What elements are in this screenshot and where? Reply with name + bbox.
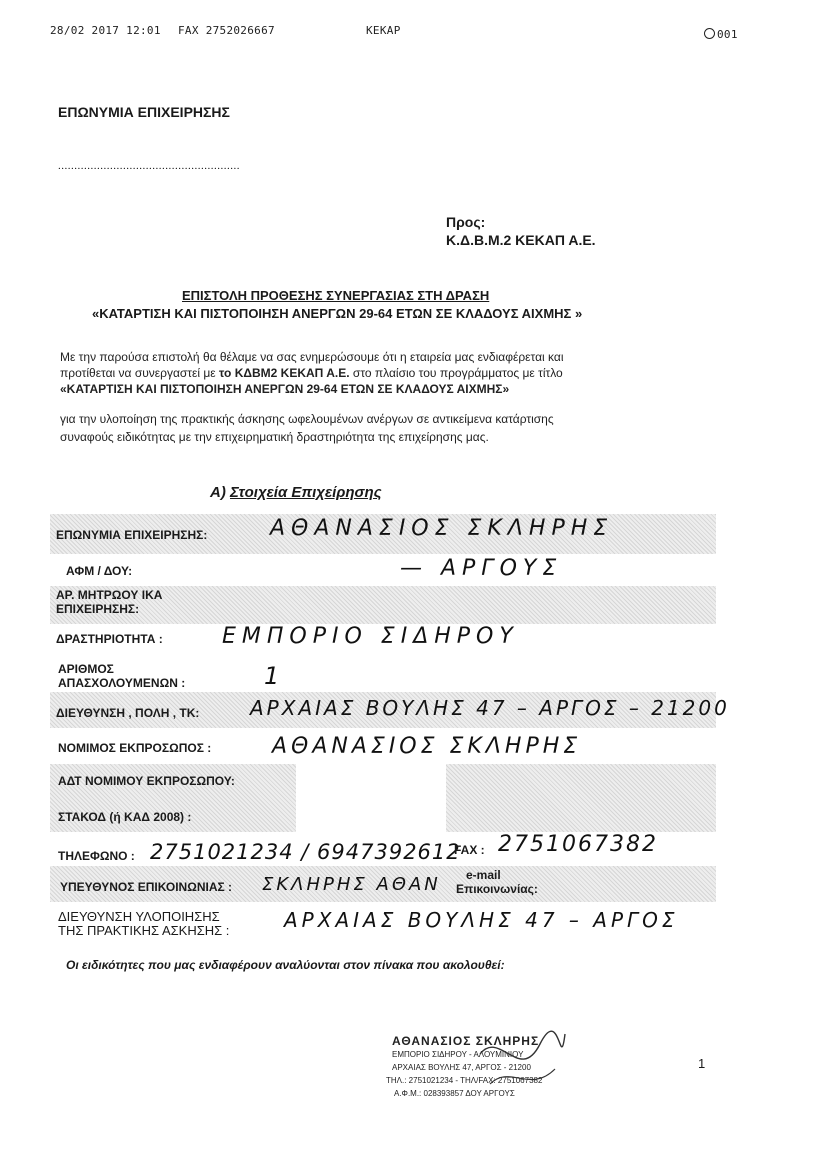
email-label: e-mail Επικοινωνίας:: [456, 868, 538, 896]
employees-label: ΑΡΙΘΜΟΣ ΑΠΑΣΧΟΛΟΥΜΕΝΩΝ :: [58, 662, 186, 690]
company-name-blank: ........................................................: [58, 160, 240, 172]
legal-rep-value: ΑΘΑΝΑΣΙΟΣ ΣΚΛΗΡΗΣ: [272, 734, 582, 759]
page-number: 1: [698, 1056, 706, 1071]
stamp-line-1: ΕΜΠΟΡΙΟ ΣΙΔΗΡΟΥ - ΑΛΟΥΜΙΝΙΟΥ: [392, 1050, 524, 1059]
contact-person-label: ΥΠΕΥΘΥΝΟΣ ΕΠΙΚΟΙΝΩΝΙΑΣ :: [60, 880, 233, 894]
address-label: ΔΙΕΥΘΥΝΣΗ , ΠΟΛΗ , ΤΚ:: [56, 706, 200, 720]
legal-rep-id-label: ΑΔΤ ΝΟΜΙΜΟΥ ΕΚΠΡΟΣΩΠΟΥ:: [58, 774, 235, 788]
body-line-1: Με την παρούσα επιστολή θα θέλαμε να σας ενημερώσουμε ότι η εταιρεία μας ενδιαφέρεται και: [60, 350, 564, 364]
specialties-note: Οι ειδικότητες που μας ενδιαφέρουν αναλύονται στον πίνακα που ακολουθεί:: [66, 958, 505, 972]
employees-value: 1: [264, 662, 286, 690]
body-line-2: προτίθεται να συνεργαστεί με το ΚΔΒΜ2 ΚΕΚΑΠ Α.Ε. στο πλαίσιο του προγράμματος με τίτλο: [60, 366, 563, 380]
redacted-box: [296, 764, 446, 832]
stamp-line-4: Α.Φ.Μ.: 028393857 ΔΟΥ ΑΡΓΟΥΣ: [394, 1089, 515, 1098]
implementation-address-label: ΔΙΕΥΘΥΝΣΗ ΥΛΟΠΟΙΗΣΗΣ ΤΗΣ ΠΡΑΚΤΙΚΗΣ ΑΣΚΗΣΗΣ :: [58, 909, 230, 938]
activity-value: ΕΜΠΟΡΙΟ ΣΙΔΗΡΟΥ: [222, 624, 519, 649]
phone-value: 2751021234 / 6947392612: [150, 840, 461, 864]
body-line-5: συναφούς ειδικότητας με την επιχειρηματική δραστηριότητα της επιχείρησης μας.: [60, 430, 489, 444]
stamp-name: ΑΘΑΝΑΣΙΟΣ ΣΚΛΗΡΗΣ: [392, 1034, 540, 1048]
program-title: «ΚΑΤΑΡΤΙΣΗ ΚΑΙ ΠΙΣΤΟΠΟΙΗΣΗ ΑΝΕΡΓΩΝ 29-64 ΕΤΩΝ ΣΕ ΚΛΑΔΟΥΣ ΑΙΧΜΗΣ »: [92, 306, 583, 321]
stakod-label: ΣΤΑΚΟΔ (ή ΚΑΔ 2008) :: [58, 810, 192, 824]
letter-title: ΕΠΙΣΤΟΛΗ ΠΡΟΘΕΣΗΣ ΣΥΝΕΡΓΑΣΙΑΣ ΣΤΗ ΔΡΑΣΗ: [182, 288, 490, 303]
fax-page-number: 001: [704, 28, 738, 41]
afm-value: — ΑΡΓΟΥΣ: [400, 556, 563, 581]
stamp-line-3: ΤΗΛ.: 2751021234 - ΤΗΛ/FAX: 2751067382: [386, 1076, 543, 1085]
legal-rep-label: ΝΟΜΙΜΟΣ ΕΚΠΡΟΣΩΠΟΣ :: [58, 741, 212, 755]
implementation-address-value: ΑΡΧΑΙΑΣ ΒΟΥΛΗΣ 47 – ΑΡΓΟΣ: [284, 908, 679, 932]
address-value: ΑΡΧΑΙΑΣ ΒΟΥΛΗΣ 47 – ΑΡΓΟΣ – 21200: [250, 696, 730, 720]
company-name-heading: ΕΠΩΝΥΜΙΑ ΕΠΙΧΕΙΡΗΣΗΣ: [58, 104, 230, 120]
recipient-name: Κ.Δ.Β.Μ.2 ΚΕΚΑΠ Α.Ε.: [446, 232, 596, 248]
fax-datetime: 28/02 2017 12:01: [50, 24, 161, 37]
recipient-label: Προς:: [446, 214, 486, 230]
stamp-line-2: ΑΡΧΑΙΑΣ ΒΟΥΛΗΣ 47, ΑΡΓΟΣ - 21200: [392, 1063, 531, 1072]
contact-person-value: ΣΚΛΗΡΗΣ ΑΘΑΝ: [262, 874, 441, 895]
phone-label: ΤΗΛΕΦΩΝΟ :: [58, 849, 135, 863]
afm-label: ΑΦΜ / ΔΟΥ:: [66, 564, 133, 578]
company-name-label: ΕΠΩΝΥΜΙΑ ΕΠΙΧΕΙΡΗΣΗΣ:: [56, 528, 208, 542]
activity-label: ΔΡΑΣΤΗΡΙΟΤΗΤΑ :: [56, 632, 163, 646]
company-name-value: ΑΘΑΝΑΣΙΟΣ ΣΚΛΗΡΗΣ: [270, 516, 614, 541]
fax-sender: ΚΕΚΑΡ: [366, 24, 401, 37]
fax-number: FAX 2752026667: [178, 24, 275, 37]
fax-label: FAX :: [454, 843, 485, 857]
section-a-heading: Α) Στοιχεία Επιχείρησης: [210, 484, 382, 501]
registry-label: ΑΡ. ΜΗΤΡΩΟΥ ΙΚΑ ΕΠΙΧΕΙΡΗΣΗΣ:: [56, 588, 163, 616]
fax-page-icon: [704, 28, 715, 39]
body-line-4: για την υλοποίηση της πρακτικής άσκησης ωφελουμένων ανέργων σε αντικείμενα κατάρτισης: [60, 412, 554, 426]
body-line-3: «ΚΑΤΑΡΤΙΣΗ ΚΑΙ ΠΙΣΤΟΠΟΙΗΣΗ ΑΝΕΡΓΩΝ 29-64 ΕΤΩΝ ΣΕ ΚΛΑΔΟΥΣ ΑΙΧΜΗΣ»: [60, 382, 510, 396]
fax-value: 2751067382: [498, 832, 658, 857]
signature-scribble: [470, 1024, 570, 1104]
